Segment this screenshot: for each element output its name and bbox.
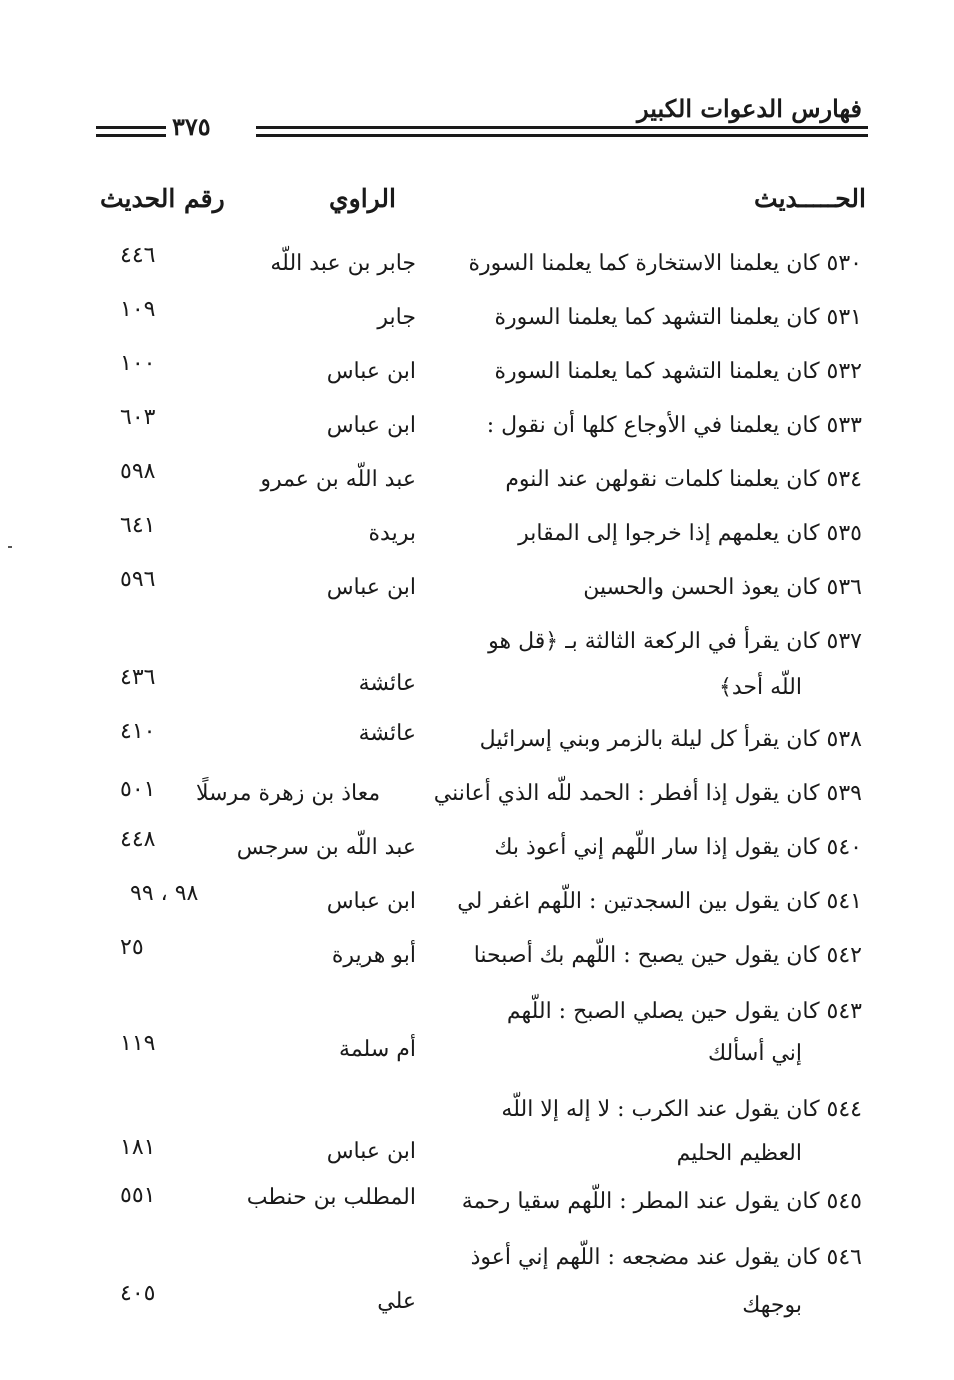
narrator: بريدة: [368, 521, 416, 546]
header-rule: [96, 126, 166, 129]
narrator: معاذ بن زهرة مرسلًا: [196, 781, 381, 806]
hadith-text: [471, 1238, 862, 1326]
hadith-text: ٥٣٥ كان يعلمهم إذا خرجوا إلى المقابر: [518, 521, 862, 546]
hadith-number: ٢٥: [120, 935, 144, 960]
hadith-text-line-1: ٥٤٦ كان يقول عند مضجعه : اللّهم إني أعوذ: [470, 1245, 862, 1270]
hadith-text: ٥٤٠ كان يقول إذا سار اللّهم إني أعوذ بك: [494, 835, 862, 860]
index-entry: [0, 622, 954, 700]
hadith-number: ٥٠١: [120, 777, 156, 802]
hadith-number: ٤٣٦: [120, 665, 156, 690]
narrator: عائشة: [358, 671, 416, 696]
hadith-text: ٥٣٣ كان يعلمنا في الأوجاع كلها أن نقول :: [486, 413, 862, 438]
narrator: أبو هريرة: [331, 943, 416, 968]
column-header-narrator: الراوي: [329, 184, 396, 213]
index-entry: [0, 1238, 954, 1318]
hadith-text: [501, 1090, 862, 1174]
hadith-number: ٥٥١: [120, 1183, 156, 1208]
hadith-text: ٥٣١ كان يعلمنا التشهد كما يعلمنا السورة: [494, 305, 862, 330]
header-rule: [256, 134, 868, 137]
index-entry: [0, 460, 954, 500]
narrator: ابن عباس: [326, 1139, 416, 1164]
hadith-text-line-2: اللّه أحد﴾: [718, 675, 802, 700]
hadith-text-line-2: العظيم الحليم: [676, 1141, 802, 1166]
index-entry: [0, 992, 954, 1066]
narrator: علي: [377, 1289, 416, 1314]
index-entry: [0, 882, 954, 922]
narrator: عبد اللّه بن سرجس: [236, 835, 416, 860]
index-entry: [0, 774, 954, 814]
hadith-number: ٤٤٨: [120, 827, 156, 852]
hadith-text: ٥٣٩ كان يقول إذا أفطر : الحمد للّه الذي أعانني: [433, 781, 862, 806]
hadith-number: ٦٤١: [120, 513, 156, 538]
narrator: ابن عباس: [326, 413, 416, 438]
hadith-number: ٥٩٨: [120, 459, 156, 484]
index-entry: [0, 720, 954, 760]
hadith-text-line-1: ٥٣٧ كان يقرأ في الركعة الثالثة بـ ﴿قل هو: [488, 629, 862, 654]
hadith-number: ١٠٠: [120, 351, 156, 376]
column-header-number: رقم الحديث: [100, 184, 225, 213]
hadith-text: ٥٤١ كان يقول بين السجدتين : اللّهم اغفر لي: [457, 889, 862, 914]
index-entry: [0, 1090, 954, 1166]
hadith-text: ٥٣٢ كان يعلمنا التشهد كما يعلمنا السورة: [494, 359, 862, 384]
hadith-number: ٩٨ ، ٩٩: [130, 881, 199, 906]
margin-mark: [8, 546, 12, 548]
column-header-hadith: الحـــــديث: [754, 184, 866, 213]
hadith-text: ٥٤٥ كان يقول عند المطر : اللّهم سقيا رحمة: [461, 1189, 862, 1214]
hadith-text: ٥٣٨ كان يقرأ كل ليلة بالزمر وبني إسرائيل: [479, 727, 862, 752]
hadith-number: ١١٩: [120, 1031, 156, 1056]
narrator: ابن عباس: [326, 359, 416, 384]
narrator: المطلب بن حنطب: [246, 1185, 416, 1210]
hadith-text-line-1: ٥٤٤ كان يقول عند الكرب : لا إله إلا اللّه: [501, 1097, 862, 1122]
hadith-text-line-2: بوجهك: [742, 1293, 802, 1318]
hadith-text: ٥٣٦ كان يعوذ الحسن والحسين: [583, 575, 862, 600]
narrator: جابر بن عبد اللّه: [270, 251, 416, 276]
index-entry: [0, 244, 954, 284]
index-entry: [0, 568, 954, 608]
index-entry: [0, 936, 954, 976]
narrator: ابن عباس: [326, 889, 416, 914]
hadith-text: ٥٣٠ كان يعلمنا الاستخارة كما يعلمنا السورة: [468, 251, 862, 276]
page-number: ٣٧٥: [172, 112, 211, 141]
index-entry: [0, 514, 954, 554]
index-entry: [0, 406, 954, 446]
hadith-number: ١٠٩: [120, 297, 156, 322]
index-entry: [0, 828, 954, 868]
index-entry: [0, 1182, 954, 1222]
header-rule: [96, 134, 166, 137]
hadith-text: ٥٤٢ كان يقول حين يصبح : اللّهم بك أصبحنا: [473, 943, 862, 968]
hadith-number: ٥٩٦: [120, 567, 156, 592]
index-entry: [0, 352, 954, 392]
narrator: ابن عباس: [326, 575, 416, 600]
hadith-number: ٦٠٣: [120, 405, 156, 430]
narrator: عائشة: [358, 721, 416, 746]
index-entry: [0, 298, 954, 338]
hadith-text: [488, 622, 862, 708]
narrator: عبد اللّه بن عمرو: [260, 467, 416, 492]
narrator: أم سلمة: [339, 1037, 416, 1062]
running-title: فهارس الدعوات الكبير: [637, 94, 862, 123]
hadith-text-line-2: إني أسألك: [707, 1041, 802, 1066]
hadith-number: ١٨١: [120, 1135, 156, 1160]
hadith-number: ٤٤٦: [120, 243, 156, 268]
hadith-number: ٤١٠: [120, 719, 156, 744]
hadith-text: ٥٣٤ كان يعلمنا كلمات نقولهن عند النوم: [505, 467, 862, 492]
narrator: جابر: [377, 305, 416, 330]
header-rule: [256, 126, 868, 129]
hadith-text: [507, 992, 862, 1074]
hadith-text-line-1: ٥٤٣ كان يقول حين يصلي الصبح : اللّهم: [506, 999, 862, 1024]
hadith-number: ٤٠٥: [120, 1281, 156, 1306]
